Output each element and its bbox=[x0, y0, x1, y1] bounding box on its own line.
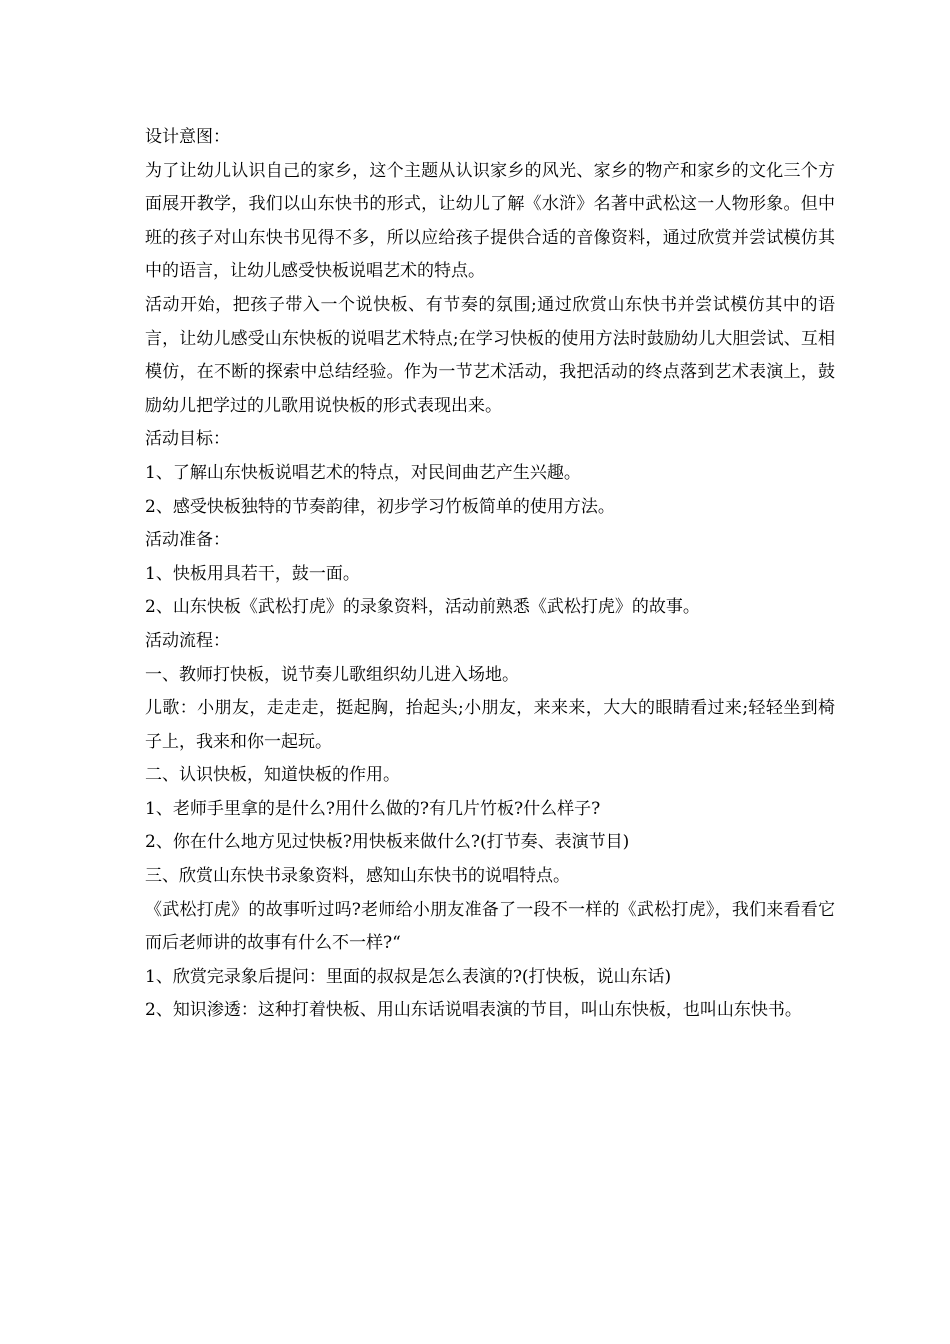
document-body bbox=[145, 121, 835, 1028]
heading-activity-process: 活动流程： bbox=[145, 630, 230, 651]
step-3-item-2: 2、知识渗透：这种打着快板、用山东话说唱表演的节目，叫山东快板，也叫山东快书。 bbox=[145, 1000, 802, 1021]
paragraph-intent-2: 活动开始，把孩子带入一个说快板、有节奏的氛围;通过欣赏山东快书并尝试模仿其中的语言，让幼儿感受山东快板的说唱艺术特点;在学习快板的使用方法时鼓励幼儿大胆尝试、互相模仿，在不断的探索中总结经验。作为一节艺术活动，我把活动的终点落到艺术表演上，鼓励幼儿把学过的儿歌用说快板的形式表现出来。 bbox=[145, 294, 835, 416]
step-2-question-2: 2、你在什么地方见过快板?用快板来做什么?(打节奏、表演节目) bbox=[145, 832, 630, 853]
goal-item-2: 2、感受快板独特的节奏韵律，初步学习竹板简单的使用方法。 bbox=[145, 496, 615, 517]
preparation-item-2: 2、山东快板《武松打虎》的录象资料，活动前熟悉《武松打虎》的故事。 bbox=[145, 597, 700, 618]
heading-activity-preparation: 活动准备： bbox=[145, 530, 230, 551]
paragraph-intent-1: 为了让幼儿认识自己的家乡，这个主题从认识家乡的风光、家乡的物产和家乡的文化三个方面展开教学，我们以山东快书的形式，让幼儿了解《水浒》名著中武松这一人物形象。但中班的孩子对山东快书见得不多，所以应给孩子提供合适的音像资料，通过欣赏并尝试模仿其中的语言，让幼儿感受快板说唱艺术的特点。 bbox=[145, 160, 835, 282]
step-2-question-1: 1、老师手里拿的是什么?用什么做的?有几片竹板?什么样子? bbox=[145, 798, 601, 819]
goal-item-1: 1、了解山东快板说唱艺术的特点，对民间曲艺产生兴趣。 bbox=[145, 462, 581, 483]
step-3-item-1: 1、欣赏完录象后提问：里面的叔叔是怎么表演的?(打快板，说山东话) bbox=[145, 966, 672, 987]
heading-design-intent: 设计意图： bbox=[145, 127, 230, 147]
heading-activity-goals: 活动目标： bbox=[145, 429, 230, 450]
process-step-3: 三、欣赏山东快书录象资料，感知山东快书的说唱特点。 bbox=[145, 866, 570, 887]
process-step-1: 一、教师打快板，说节奏儿歌组织幼儿进入场地。 bbox=[145, 664, 519, 685]
process-step-2: 二、认识快板，知道快板的作用。 bbox=[145, 765, 400, 786]
step-3-intro: 《武松打虎》的故事听过吗?老师给小朋友准备了一段不一样的《武松打虎》，我们来看看它而后老师讲的故事有什么不一样?“ bbox=[145, 899, 835, 954]
nursery-rhyme: 儿歌：小朋友，走走走，挺起胸，抬起头;小朋友，来来来，大大的眼睛看过来;轻轻坐到椅子上，我来和你一起玩。 bbox=[145, 698, 835, 752]
preparation-item-1: 1、快板用具若干，鼓一面。 bbox=[145, 563, 360, 584]
